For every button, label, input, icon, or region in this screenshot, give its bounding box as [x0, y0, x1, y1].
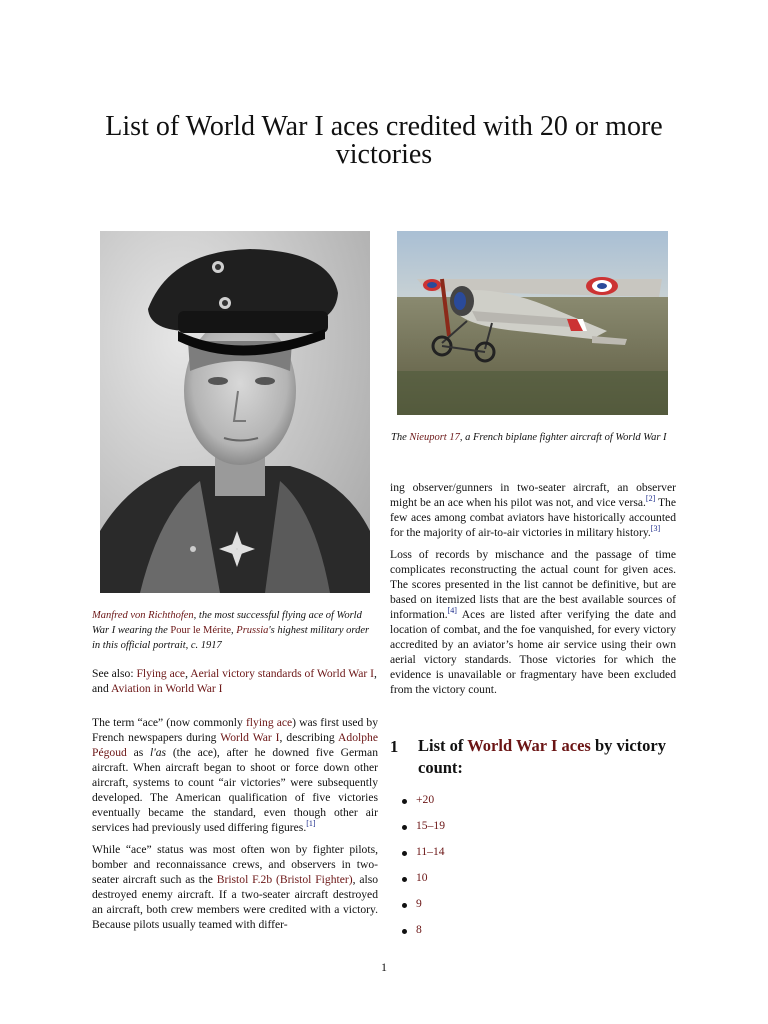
world-war-i-aces-link[interactable]: World War I aces — [467, 736, 591, 755]
paragraph — [390, 547, 676, 697]
heading-text: by victory count: — [418, 736, 666, 777]
text: While “ace” status was most often won by fighter pilots, bomber and reconnaissance crews, and observers in two-seater aircraft such as the — [92, 843, 378, 886]
portrait-caption — [92, 608, 378, 653]
manfred-von-richthofen-link[interactable]: Manfred von Richthofen — [92, 610, 194, 621]
text: ) was first used by French newspapers during — [92, 716, 378, 744]
text: Loss of records by mischance and the passage of time complicates reconstructing the actual count for given aces. The scores presented in the list cannot be definitive, but are based on itemized lists that are the best available sources of information. — [390, 548, 676, 621]
list-item — [400, 897, 445, 923]
text: , also destroyed enemy aircraft. If a two-seater aircraft destroyed an aircraft, both crew members were credited with a victory. Because pilots usually teamed with differ- — [92, 873, 378, 931]
prussia-link[interactable]: Prussia — [236, 625, 269, 636]
caption-text: , a French biplane fighter aircraft of World War I — [459, 432, 667, 443]
flying-ace-link[interactable]: flying ace — [245, 716, 293, 729]
right-column — [390, 480, 676, 704]
text: The few aces among combat aviators have historically accounted for the majority of air-to-air victories in military history. — [390, 496, 677, 539]
adolphe-pegoud-link[interactable]: Adolphe Pégoud — [92, 731, 378, 759]
paragraph — [92, 715, 378, 835]
toc-link[interactable]: 10 — [416, 871, 428, 884]
world-war-i-link[interactable]: World War I — [220, 731, 280, 744]
bullet-icon — [402, 929, 407, 934]
see-also-label: See also: — [92, 667, 137, 680]
reference-link[interactable]: [4] — [447, 606, 457, 616]
pour-le-merite-link[interactable]: Pour le Mérite — [170, 625, 232, 636]
aerial-victory-standards-link[interactable]: Aerial victory standards of World War I — [190, 667, 375, 680]
reference-link[interactable]: [1] — [306, 819, 316, 829]
bristol-fighter-link[interactable]: Bristol F.2b (Bristol Fighter) — [216, 873, 353, 886]
page-number: 1 — [381, 960, 387, 974]
heading-text: List of — [418, 736, 468, 755]
italic-term: l'as — [150, 746, 167, 759]
left-column — [92, 715, 378, 939]
section-heading — [418, 735, 678, 779]
bullet-icon — [402, 877, 407, 882]
flying-ace-link[interactable]: Flying ace — [136, 667, 186, 680]
page-title: List of World War I aces credited with 20 or more victories — [105, 111, 663, 170]
victory-count-list — [400, 793, 445, 949]
separator: , and — [92, 667, 377, 695]
caption-text: , — [231, 625, 237, 636]
text: (the ace), after he downed five German aircraft. When aircraft began to shoot or force down other aircraft, systems to count “air victories” were subsequently developed. The American qualification of five victories eventually became the standard, even though other air services had previously used differing figures. — [92, 746, 378, 834]
see-also-line — [92, 666, 378, 696]
list-item — [400, 819, 445, 845]
reference-link[interactable]: [3] — [650, 524, 661, 534]
aviation-in-wwi-link[interactable]: Aviation in World War I — [111, 682, 223, 695]
nieuport-caption — [391, 430, 677, 445]
list-item — [400, 923, 445, 949]
bullet-icon — [402, 851, 407, 856]
text: Aces are listed after verifying the date and location of combat, and the foe vanquished, for every victory accredited by an aviator’s home air service using their own aerial victory standards. Those victories for which the evidence is unavailable or fragmentary have been excluded from the victory count. — [390, 608, 676, 696]
text: ing observer/gunners in two-seater aircraft, an observer might be an ace when his pilot was not, and vice versa. — [390, 481, 676, 509]
nieuport-17-link[interactable]: Nieuport 17 — [409, 432, 460, 443]
paragraph — [92, 842, 378, 932]
bullet-icon — [402, 825, 407, 830]
toc-link[interactable]: +20 — [416, 793, 435, 806]
separator: , — [185, 667, 191, 680]
text: as — [126, 746, 151, 759]
list-item — [400, 845, 445, 871]
reference-link[interactable]: [2] — [645, 494, 656, 504]
list-item — [400, 871, 445, 897]
toc-link[interactable]: 11–14 — [416, 845, 445, 858]
toc-link[interactable]: 9 — [416, 897, 422, 910]
text: The term “ace” (now commonly — [92, 716, 246, 729]
bullet-icon — [402, 799, 407, 804]
toc-link[interactable]: 15–19 — [416, 819, 445, 832]
caption-text: The — [391, 432, 410, 443]
caption-text: 's highest military order in this official portrait, c. 1917 — [92, 625, 370, 651]
section-number: 1 — [390, 737, 399, 756]
bullet-icon — [402, 903, 407, 908]
toc-link[interactable]: 8 — [416, 923, 422, 936]
paragraph — [390, 480, 676, 540]
richthofen-portrait-image — [100, 231, 370, 593]
caption-text: , the most successful flying ace of World War I wearing the — [92, 610, 362, 636]
nieuport-17-image — [397, 231, 668, 415]
list-item — [400, 793, 445, 819]
text: , describing — [279, 731, 339, 744]
